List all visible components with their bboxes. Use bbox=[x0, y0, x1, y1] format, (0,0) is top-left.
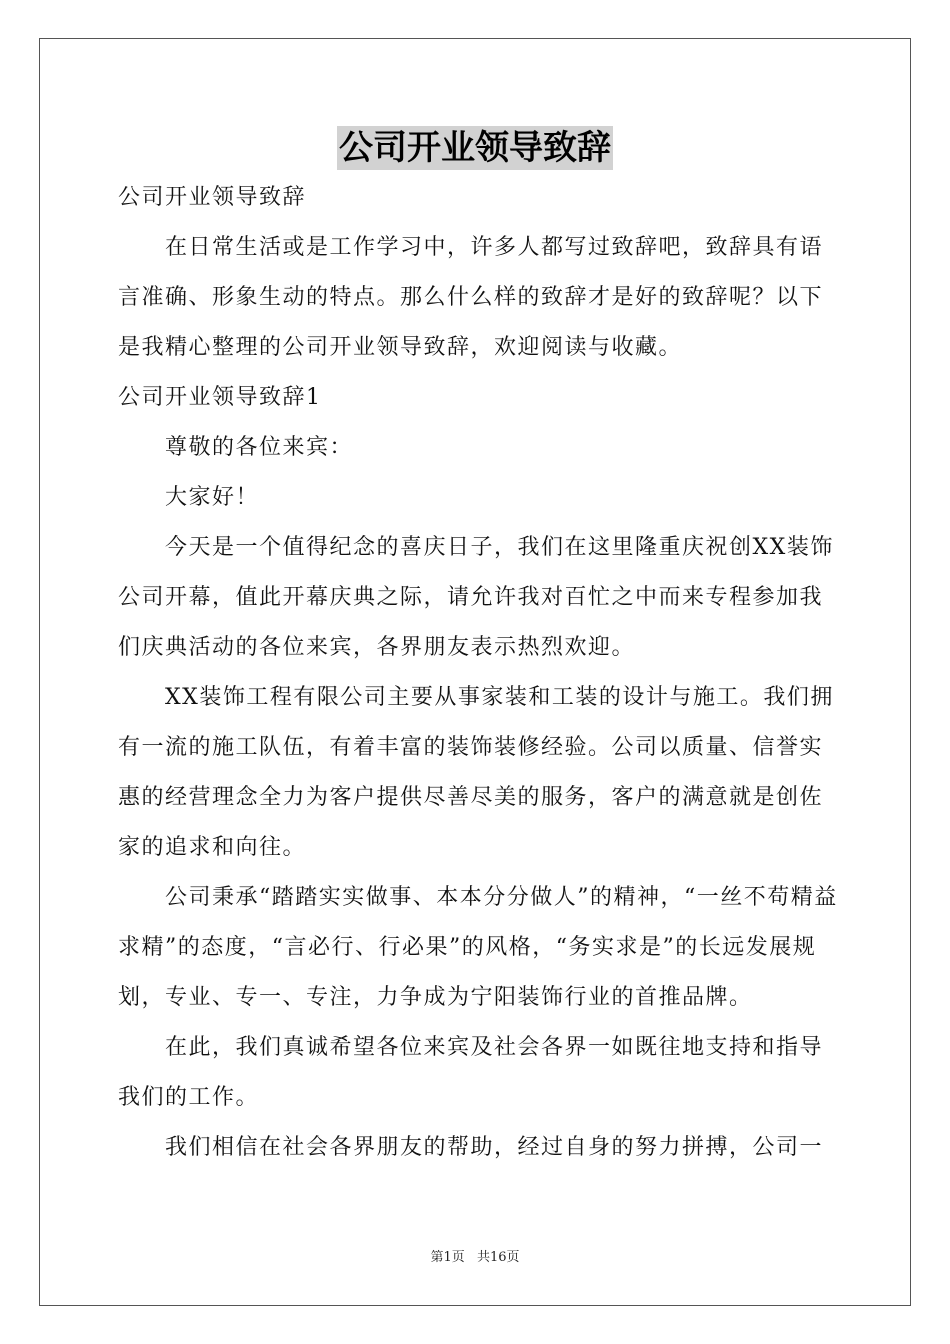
body-paragraph: 今天是一个值得纪念的喜庆日子，我们在这里隆重庆祝创XX装饰公司开幕，值此开幕庆典之际，请允许我对百忙之中而来专程参加我们庆典活动的各位来宾，各界朋友表示热烈欢迎。 bbox=[118, 535, 834, 660]
body-paragraph: 在此，我们真诚希望各位来宾及社会各界一如既往地支持和指导我们的工作。 bbox=[118, 1035, 824, 1110]
section-heading: 公司开业领导致辞1 bbox=[118, 385, 322, 410]
greeting-paragraph: 大家好！ bbox=[165, 485, 260, 510]
title-container bbox=[0, 126, 950, 170]
body-paragraph: 公司秉承“踏踏实实做事、本本分分做人”的精神，“一丝不苟精益求精”的态度，“言必行、行必果”的风格，“务实求是”的长远发展规划，专业、专一、专注，力争成为宁阳装饰行业的首推品牌。 bbox=[118, 885, 838, 1010]
page-footer bbox=[0, 1246, 950, 1265]
document-title: 公司开业领导致辞 bbox=[339, 128, 611, 168]
page-number: 第1页 bbox=[430, 1250, 465, 1265]
subtitle-line: 公司开业领导致辞 bbox=[118, 185, 307, 210]
page-total: 共16页 bbox=[476, 1250, 520, 1265]
salutation-paragraph: 尊敬的各位来宾： bbox=[165, 435, 354, 460]
body-paragraph: XX装饰工程有限公司主要从事家装和工装的设计与施工。我们拥有一流的施工队伍，有着丰富的装饰装修经验。公司以质量、信誉实惠的经营理念全力为客户提供尽善尽美的服务，客户的满意就是创佐家的追求和向往。 bbox=[118, 685, 834, 860]
body-paragraph: 我们相信在社会各界朋友的帮助，经过自身的努力拼搏，公司一 bbox=[165, 1135, 824, 1160]
intro-paragraph: 在日常生活或是工作学习中，许多人都写过致辞吧，致辞具有语言准确、形象生动的特点。那么什么样的致辞才是好的致辞呢？以下是我精心整理的公司开业领导致辞，欢迎阅读与收藏。 bbox=[118, 235, 824, 360]
